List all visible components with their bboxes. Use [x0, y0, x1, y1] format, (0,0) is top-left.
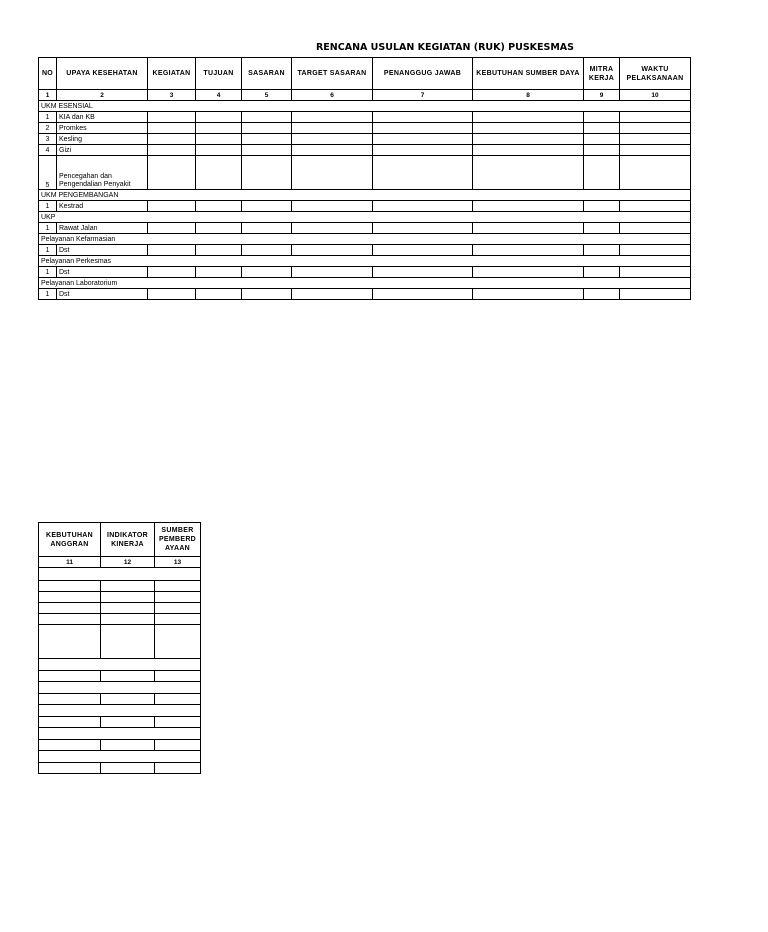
section-label: UKM PENGEMBANGAN — [39, 190, 148, 201]
empty-cell — [148, 223, 196, 234]
empty-cell — [196, 289, 242, 300]
empty-cell — [155, 763, 201, 774]
row-upaya: Kestrad — [57, 201, 148, 212]
col-header-upaya-kesehatan: UPAYA KESEHATAN — [57, 58, 148, 90]
empty-cell — [373, 201, 473, 212]
table-row — [39, 614, 201, 625]
table-row — [39, 740, 201, 751]
row-no: 2 — [39, 123, 57, 134]
empty-cell — [196, 112, 242, 123]
col-header-tujuan: TUJUAN — [196, 58, 242, 90]
empty-cell — [39, 728, 101, 740]
row-no: 1 — [39, 289, 57, 300]
col-number: 7 — [373, 90, 473, 101]
empty-cell — [155, 671, 201, 682]
empty-cell — [148, 245, 196, 256]
col-number: 4 — [196, 90, 242, 101]
empty-cell — [148, 123, 196, 134]
empty-cell — [39, 717, 101, 728]
empty-cell — [101, 614, 155, 625]
table-row — [39, 671, 201, 682]
empty-cell — [196, 267, 242, 278]
empty-cell — [148, 289, 196, 300]
col-number: 11 — [39, 557, 101, 568]
section-row — [39, 728, 201, 740]
empty-cell — [196, 123, 242, 134]
empty-cell — [292, 223, 373, 234]
empty-cell — [584, 112, 620, 123]
col-header-penanggung-jawab: PENANGGUG JAWAB — [373, 58, 473, 90]
empty-cell — [148, 156, 196, 190]
empty-cell — [373, 134, 473, 145]
empty-cell — [584, 223, 620, 234]
empty-cell — [242, 123, 292, 134]
empty-cell — [620, 156, 691, 190]
empty-cell — [620, 123, 691, 134]
col-number: 10 — [620, 90, 691, 101]
row-upaya: Dst — [57, 245, 148, 256]
empty-cell — [101, 671, 155, 682]
empty-cell — [584, 123, 620, 134]
col-header-mitra-kerja: MITRA KERJA — [584, 58, 620, 90]
empty-cell — [620, 234, 691, 245]
empty-cell — [242, 245, 292, 256]
table-row — [39, 123, 691, 134]
section-row — [39, 190, 691, 201]
column-number-row — [39, 557, 201, 568]
ruk-main-table — [38, 57, 691, 300]
empty-cell — [620, 112, 691, 123]
empty-cell — [155, 694, 201, 705]
col-number: 3 — [148, 90, 196, 101]
section-row — [39, 659, 201, 671]
page-title: RENCANA USULAN KEGIATAN (RUK) PUSKESMAS — [315, 42, 575, 53]
section-row — [39, 234, 691, 245]
empty-cell — [373, 145, 473, 156]
col-header-indikator-kinerja: INDIKATOR KINERJA — [101, 523, 155, 557]
col-number: 1 — [39, 90, 57, 101]
empty-cell — [620, 190, 691, 201]
table-row — [39, 625, 201, 659]
empty-cell — [39, 581, 101, 592]
empty-cell — [155, 705, 201, 717]
empty-cell — [473, 123, 584, 134]
section-label: UKM ESENSIAL — [39, 101, 148, 112]
row-no: 1 — [39, 245, 57, 256]
col-header-kegiatan: KEGIATAN — [148, 58, 196, 90]
col-header-waktu-pelaksanaan: WAKTU PELAKSANAAN — [620, 58, 691, 90]
empty-cell — [473, 267, 584, 278]
empty-cell — [620, 145, 691, 156]
empty-cell — [292, 156, 373, 190]
empty-cell — [473, 134, 584, 145]
empty-cell — [473, 145, 584, 156]
empty-cell — [39, 763, 101, 774]
empty-cell — [101, 705, 155, 717]
table-row — [39, 763, 201, 774]
row-upaya: Dst — [57, 267, 148, 278]
section-row — [39, 212, 691, 223]
empty-cell — [148, 134, 196, 145]
empty-cell — [584, 267, 620, 278]
section-label: Pelayanan Kefarmasian — [39, 234, 148, 245]
ruk-continuation-table — [38, 522, 201, 774]
empty-cell — [473, 289, 584, 300]
table-row — [39, 145, 691, 156]
empty-cell — [101, 625, 155, 659]
col-header-kebutuhan-anggaran: KEBUTUHAN ANGGRAN — [39, 523, 101, 557]
empty-cell — [620, 223, 691, 234]
empty-cell — [473, 112, 584, 123]
empty-cell — [155, 614, 201, 625]
empty-cell — [101, 581, 155, 592]
empty-cell — [620, 289, 691, 300]
empty-cell — [620, 201, 691, 212]
column-number-row — [39, 90, 691, 101]
row-no: 1 — [39, 267, 57, 278]
empty-cell — [620, 101, 691, 112]
empty-cell — [584, 134, 620, 145]
empty-cell — [292, 123, 373, 134]
empty-cell — [155, 592, 201, 603]
section-row — [39, 101, 691, 112]
empty-cell — [584, 156, 620, 190]
section-label: UKP — [39, 212, 148, 223]
empty-cell — [242, 134, 292, 145]
row-no: 1 — [39, 201, 57, 212]
empty-cell — [148, 101, 620, 112]
empty-cell — [620, 212, 691, 223]
table-row — [39, 267, 691, 278]
table-row — [39, 694, 201, 705]
empty-cell — [620, 267, 691, 278]
empty-cell — [148, 190, 620, 201]
col-number: 12 — [101, 557, 155, 568]
empty-cell — [101, 603, 155, 614]
empty-cell — [196, 156, 242, 190]
section-row — [39, 568, 201, 581]
row-upaya: Kesling — [57, 134, 148, 145]
empty-cell — [473, 156, 584, 190]
empty-cell — [620, 245, 691, 256]
empty-cell — [155, 728, 201, 740]
col-header-no: NO — [39, 58, 57, 90]
empty-cell — [155, 717, 201, 728]
empty-cell — [292, 201, 373, 212]
table-row — [39, 603, 201, 614]
empty-cell — [148, 234, 620, 245]
table-row — [39, 201, 691, 212]
table-row — [39, 717, 201, 728]
empty-cell — [242, 145, 292, 156]
empty-cell — [242, 289, 292, 300]
empty-cell — [584, 289, 620, 300]
empty-cell — [148, 212, 620, 223]
empty-cell — [473, 245, 584, 256]
table-row — [39, 245, 691, 256]
empty-cell — [39, 682, 101, 694]
empty-cell — [373, 223, 473, 234]
section-row — [39, 278, 691, 289]
empty-cell — [373, 123, 473, 134]
empty-cell — [373, 289, 473, 300]
col-number: 2 — [57, 90, 148, 101]
empty-cell — [39, 694, 101, 705]
empty-cell — [196, 145, 242, 156]
empty-cell — [373, 267, 473, 278]
empty-cell — [148, 267, 196, 278]
table-row — [39, 134, 691, 145]
empty-cell — [39, 625, 101, 659]
empty-cell — [155, 682, 201, 694]
empty-cell — [196, 201, 242, 212]
empty-cell — [101, 694, 155, 705]
table-row — [39, 581, 201, 592]
header-row — [39, 58, 691, 90]
empty-cell — [148, 112, 196, 123]
empty-cell — [39, 603, 101, 614]
empty-cell — [101, 728, 155, 740]
empty-cell — [39, 592, 101, 603]
empty-cell — [292, 145, 373, 156]
section-label: Pelayanan Perkesmas — [39, 256, 148, 267]
empty-cell — [39, 671, 101, 682]
empty-cell — [242, 156, 292, 190]
section-row — [39, 705, 201, 717]
empty-cell — [39, 751, 101, 763]
empty-cell — [101, 682, 155, 694]
col-number: 8 — [473, 90, 584, 101]
empty-cell — [155, 659, 201, 671]
col-header-sumber-pemberdayaan: SUMBER PEMBERD AYAAN — [155, 523, 201, 557]
row-upaya: Gizi — [57, 145, 148, 156]
empty-cell — [39, 568, 101, 581]
empty-cell — [101, 751, 155, 763]
row-no: 3 — [39, 134, 57, 145]
empty-cell — [39, 740, 101, 751]
empty-cell — [101, 740, 155, 751]
empty-cell — [39, 705, 101, 717]
empty-cell — [155, 625, 201, 659]
empty-cell — [155, 603, 201, 614]
col-header-sasaran: SASARAN — [242, 58, 292, 90]
empty-cell — [148, 201, 196, 212]
empty-cell — [101, 568, 155, 581]
empty-cell — [101, 763, 155, 774]
empty-cell — [155, 751, 201, 763]
empty-cell — [584, 245, 620, 256]
row-upaya: Pencegahan dan Pengendalian Penyakit — [57, 156, 148, 190]
header-row — [39, 523, 201, 557]
row-upaya: Dst — [57, 289, 148, 300]
empty-cell — [292, 134, 373, 145]
row-no: 5 — [39, 156, 57, 190]
table-row — [39, 223, 691, 234]
empty-cell — [373, 245, 473, 256]
section-label: Pelayanan Laboratorium — [39, 278, 148, 289]
col-number: 9 — [584, 90, 620, 101]
col-number: 6 — [292, 90, 373, 101]
empty-cell — [292, 245, 373, 256]
empty-cell — [584, 201, 620, 212]
section-row — [39, 256, 691, 267]
empty-cell — [373, 156, 473, 190]
table-row — [39, 112, 691, 123]
empty-cell — [148, 278, 620, 289]
empty-cell — [101, 592, 155, 603]
empty-cell — [242, 267, 292, 278]
section-row — [39, 682, 201, 694]
row-upaya: Promkes — [57, 123, 148, 134]
empty-cell — [155, 581, 201, 592]
empty-cell — [196, 245, 242, 256]
empty-cell — [584, 145, 620, 156]
empty-cell — [620, 278, 691, 289]
empty-cell — [196, 223, 242, 234]
empty-cell — [101, 717, 155, 728]
table-row — [39, 592, 201, 603]
empty-cell — [473, 223, 584, 234]
empty-cell — [473, 201, 584, 212]
row-no: 1 — [39, 112, 57, 123]
empty-cell — [292, 112, 373, 123]
empty-cell — [196, 134, 242, 145]
col-number: 13 — [155, 557, 201, 568]
col-number: 5 — [242, 90, 292, 101]
empty-cell — [373, 112, 473, 123]
empty-cell — [292, 267, 373, 278]
empty-cell — [39, 614, 101, 625]
empty-cell — [148, 256, 620, 267]
row-upaya: Rawat Jalan — [57, 223, 148, 234]
empty-cell — [155, 740, 201, 751]
table-row — [39, 156, 691, 190]
col-header-target-sasaran: TARGET SASARAN — [292, 58, 373, 90]
empty-cell — [242, 201, 292, 212]
empty-cell — [620, 256, 691, 267]
empty-cell — [242, 223, 292, 234]
row-upaya: KIA dan KB — [57, 112, 148, 123]
empty-cell — [39, 659, 101, 671]
empty-cell — [242, 112, 292, 123]
empty-cell — [101, 659, 155, 671]
empty-cell — [155, 568, 201, 581]
section-row — [39, 751, 201, 763]
col-header-kebutuhan-sumber-daya: KEBUTUHAN SUMBER DAYA — [473, 58, 584, 90]
table-row — [39, 289, 691, 300]
row-no: 1 — [39, 223, 57, 234]
empty-cell — [620, 134, 691, 145]
empty-cell — [292, 289, 373, 300]
empty-cell — [148, 145, 196, 156]
row-no: 4 — [39, 145, 57, 156]
